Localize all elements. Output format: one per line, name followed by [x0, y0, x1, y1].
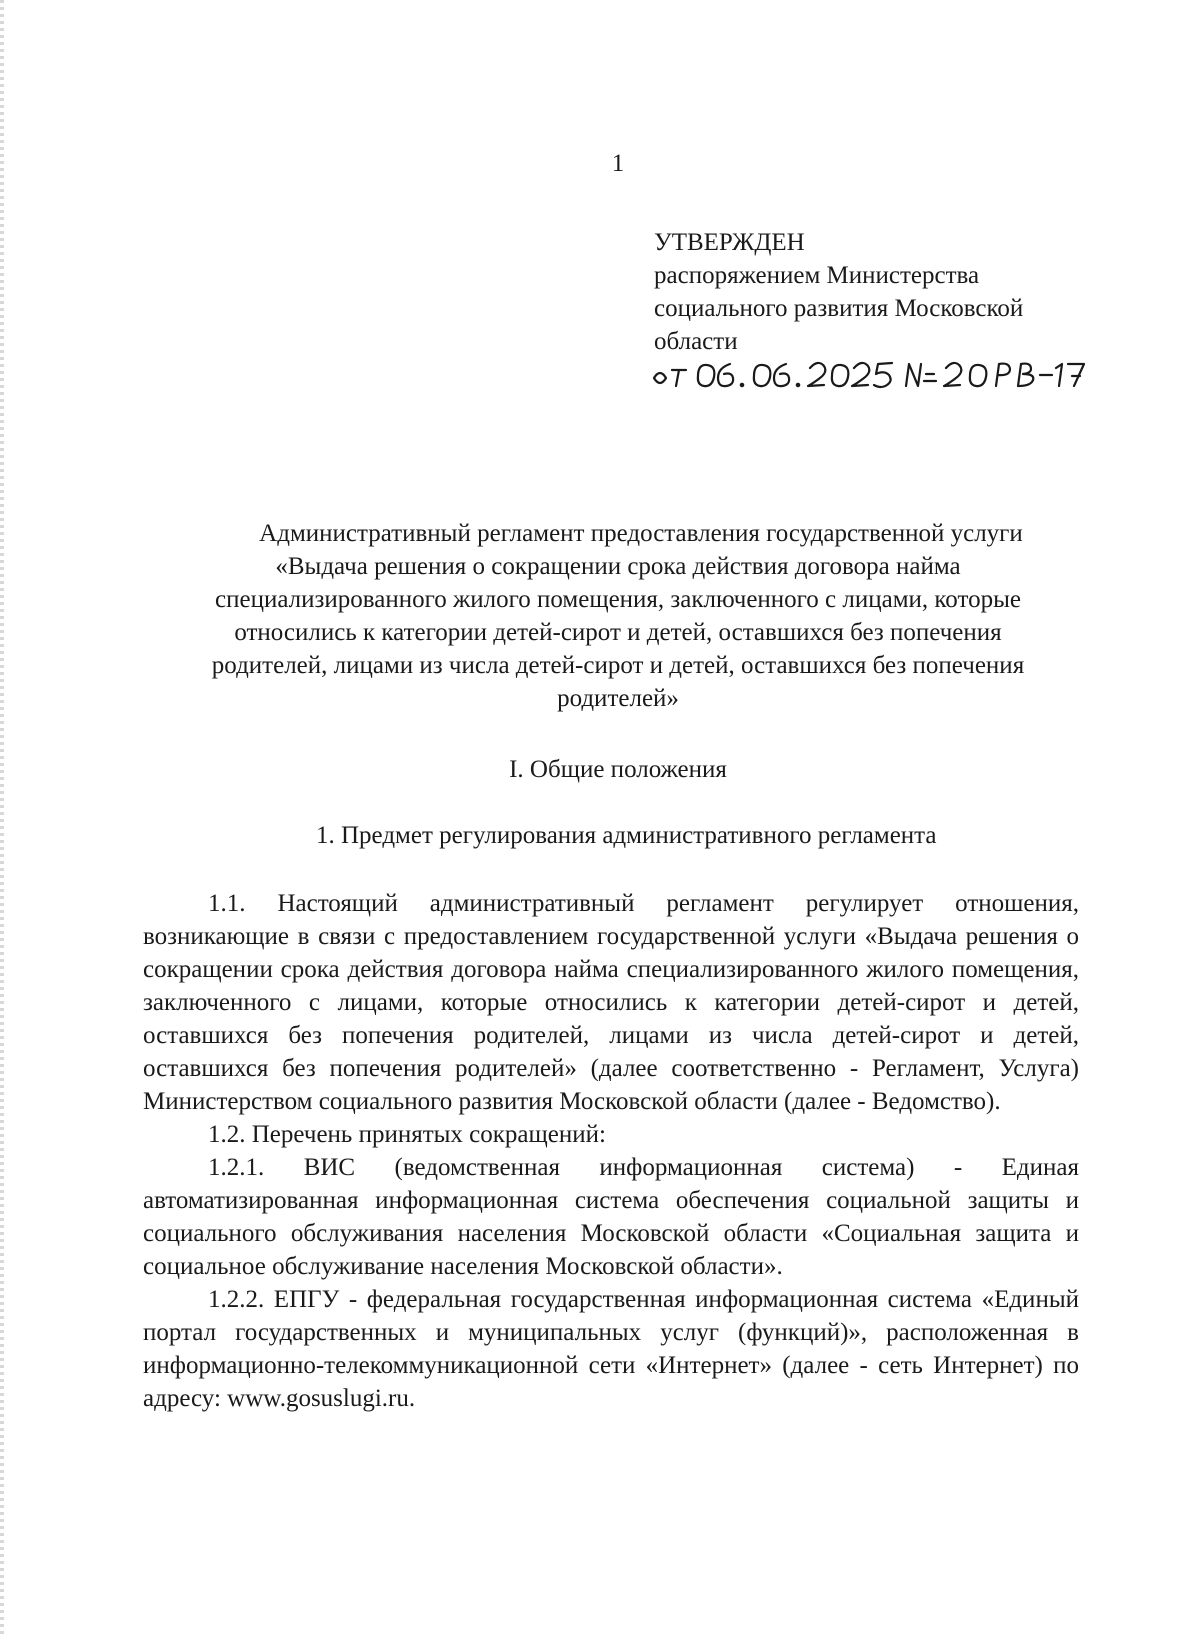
paragraph-1-2-1: 1.2.1. ВИС (ведомственная информационная система) - Единая автоматизированная информационная система обеспечения социальной защиты и социального обслуживания населения Московской области «Социальная защита и социальное обслуживание населения Московской области».: [143, 1154, 1079, 1280]
body-text: [143, 887, 1079, 1415]
handwritten-date-signature: [650, 352, 1090, 392]
approval-line-3: области: [654, 328, 738, 355]
title-line: специализированного жилого помещения, заключенного с лицами, которые: [215, 586, 1021, 613]
title-line: родителей»: [557, 685, 679, 712]
section-heading: I. Общие положения: [509, 756, 727, 783]
paragraph-1-2-2: 1.2.2. ЕПГУ - федеральная государственная информационная система «Единый портал государственных и муниципальных услуг (функций)», расположенная в информационно-телекоммуникационной сети «Интернет» (далее - сеть Интернет) по адресу: www.gosuslugi.ru.: [143, 1286, 1079, 1412]
paragraph-1-1: 1.1. Настоящий административный регламент регулирует отношения, возникающие в связи с предоставлением государственной услуги «Выдача решения о сокращении срока действия договора найма специализированного жилого помещения, заключенного с лицами, которые относились к категории детей-сирот и детей, оставшихся без попечения родителей, лицами из числа детей-сирот и детей, оставшихся без попечения родителей» (далее соответственно - Регламент, Услуга) Министерством социального развития Московской области (далее - Ведомство).: [143, 890, 1079, 1115]
title-line: «Выдача решения о сокращении срока действия договора найма: [275, 553, 961, 580]
scan-edge: [0, 0, 4, 1638]
document-title: [176, 517, 1060, 715]
subsection-heading: 1. Предмет регулирования административного регламента: [316, 822, 937, 849]
title-line: родителей, лицами из числа детей-сирот и детей, оставшихся без попечения: [211, 652, 1025, 679]
title-line: Административный регламент предоставления государственной услуги: [259, 520, 1023, 547]
page-number: 1: [611, 150, 625, 177]
approval-block: [654, 226, 1023, 358]
paragraph-1-2: 1.2. Перечень принятых сокращений:: [208, 1121, 606, 1148]
approval-line-1: распоряжением Министерства: [654, 262, 980, 289]
approval-line-2: социального развития Московской: [654, 295, 1024, 322]
title-line: относились к категории детей-сирот и детей, оставшихся без попечения: [234, 619, 1002, 646]
approval-status: УТВЕРЖДЕН: [654, 229, 805, 256]
